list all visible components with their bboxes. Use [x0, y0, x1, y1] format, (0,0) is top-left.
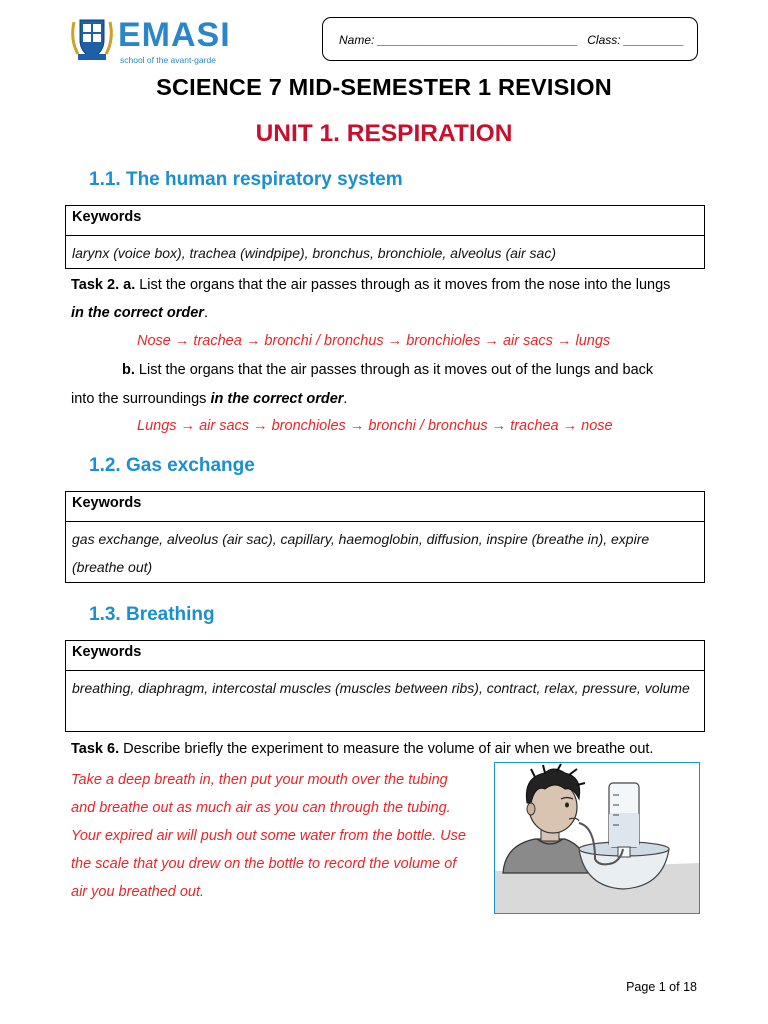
keywords-header: Keywords — [66, 492, 704, 522]
keywords-list: larynx (voice box), trachea (windpipe), bronchus, bronchiole, alveolus (air sac) — [72, 245, 556, 261]
task2b-text2: into the surroundings — [71, 391, 211, 407]
task2b-text: List the organs that the air passes through as it moves out of the lungs and back — [134, 362, 654, 378]
answer-step: bronchioles — [271, 418, 346, 434]
answer-step: bronchi / bronchus — [368, 418, 488, 434]
logo-tagline: school of the avant-garde — [120, 55, 216, 65]
task2b-prompt-line2 — [71, 385, 347, 413]
answer-step: Nose — [137, 333, 171, 349]
task2b-emphasis: in the correct order — [210, 391, 344, 407]
answer-step: bronchi / bronchus — [264, 333, 384, 349]
task2b-label: b. — [122, 362, 135, 378]
answer-step: Lungs — [137, 418, 177, 434]
keywords-header: Keywords — [66, 206, 704, 236]
task2b-answer: Lungs → air sacs → bronchioles → bronchi / bronchus → trachea → nose — [137, 418, 613, 434]
answer-step: lungs — [575, 333, 611, 349]
name-blank[interactable]: ______________________________ — [377, 33, 578, 47]
task2a-label: Task 2. a. — [71, 277, 136, 293]
answer-step: bronchioles — [406, 333, 481, 349]
keywords-table-1-3 — [65, 640, 705, 732]
page-title: SCIENCE 7 MID-SEMESTER 1 REVISION — [156, 74, 612, 100]
task2a-text: List the organs that the air passes through as it moves from the nose into the lungs — [135, 277, 671, 293]
class-label: Class: — [587, 33, 621, 47]
section-heading-1-3: 1.3. Breathing — [89, 604, 215, 625]
keywords-table-1-1 — [65, 205, 705, 269]
answer-step: trachea — [510, 418, 559, 434]
class-blank[interactable]: _________ — [623, 33, 685, 47]
answer-line: Take a deep breath in, then put your mouth over the tubing — [71, 772, 448, 788]
task6-text: Describe briefly the experiment to measure the volume of air when we breathe out. — [119, 741, 654, 757]
answer-line: Your expired air will push out some water from the bottle. Use — [71, 828, 466, 844]
section-heading-1-2: 1.2. Gas exchange — [89, 455, 255, 476]
task2a-answer: Nose → trachea → bronchi / bronchus → bronchioles → air sacs → lungs — [137, 333, 611, 349]
keywords-list: breathing, diaphragm, intercostal muscles (muscles between ribs), contract, relax, pressure, volume — [72, 680, 690, 696]
answer-step: trachea — [193, 333, 242, 349]
task2b-end: . — [343, 391, 348, 407]
page-number: Page 1 of 18 — [626, 980, 697, 994]
task2a-emphasis: in the correct order — [71, 305, 204, 321]
section-heading-1-1: 1.1. The human respiratory system — [89, 169, 403, 190]
task2b-prompt — [122, 356, 653, 384]
keywords-list: gas exchange, alveolus (air sac), capillary, haemoglobin, diffusion, inspire (breathe in), expire (breathe out) — [72, 531, 650, 575]
answer-line: air you breathed out. — [71, 884, 205, 900]
answer-step: air sacs — [199, 418, 250, 434]
answer-line: and breathe out as much air as you can through the tubing. — [71, 800, 451, 816]
task2a-prompt — [71, 271, 670, 299]
answer-step: air sacs — [502, 333, 553, 349]
breathing-experiment-icon — [495, 763, 699, 913]
name-class-box — [322, 17, 698, 61]
task2a-prompt-line2 — [71, 299, 208, 327]
school-logo — [68, 14, 231, 65]
school-crest-icon — [68, 14, 116, 64]
unit-title: UNIT 1. RESPIRATION — [255, 120, 513, 147]
keywords-table-1-2 — [65, 491, 705, 583]
keywords-header: Keywords — [66, 641, 704, 671]
logo-text: EMASI — [118, 16, 231, 54]
answer-line: the scale that you drew on the bottle to record the volume of — [71, 856, 457, 872]
experiment-illustration — [494, 762, 700, 914]
name-label: Name: — [339, 33, 375, 47]
task6-label: Task 6. — [71, 741, 120, 757]
task6-prompt — [71, 735, 653, 763]
answer-step: nose — [581, 418, 613, 434]
task6-answer — [71, 766, 491, 906]
task2a-end: . — [203, 305, 208, 321]
